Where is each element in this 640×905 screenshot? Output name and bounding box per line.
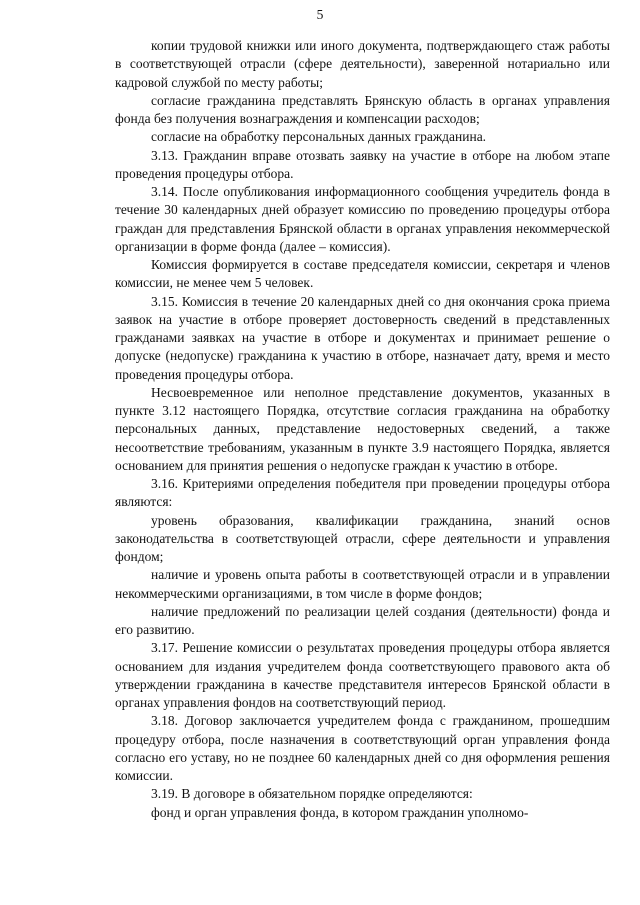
document-body xyxy=(115,37,610,822)
paragraph: уровень образования, квалификации гражданина, знаний основ законодательства в соответствующей отрасли, сфере деятельности и управления фондом; xyxy=(115,512,610,564)
paragraph: 3.13. Гражданин вправе отозвать заявку на участие в отборе на любом этапе проведения процедуры отбора. xyxy=(115,147,610,181)
paragraph: 3.19. В договоре в обязательном порядке определяются: xyxy=(151,786,473,802)
paragraph: Комиссия формируется в составе председателя комиссии, секретаря и членов комиссии, не менее чем 5 человек. xyxy=(115,257,610,291)
paragraph: наличие и уровень опыта работы в соответствующей отрасли и в управлении некоммерческими организациями, в том числе в форме фондов; xyxy=(115,567,610,601)
page-number: 5 xyxy=(316,7,324,22)
paragraph: копии трудовой книжки или иного документа, подтверждающего стаж работы в соответствующей отрасли (сфере деятельности), заверенной нотариально или кадровой службой по месту работы; xyxy=(115,38,610,90)
paragraph-last: фонд и орган управления фонда, в котором гражданин уполномо- xyxy=(151,804,529,820)
paragraph: согласие гражданина представлять Брянскую область в органах управления фонда без получения вознаграждения и компенсации расходов; xyxy=(115,92,610,126)
paragraph: 3.17. Решение комиссии о результатах проведения процедуры отбора является основанием для издания учредителем фонда соответствующего правового акта об утверждении гражданина в качестве представителя интересов Брянской области в органах управления фондов на соответствующий период. xyxy=(115,640,610,710)
paragraph: 3.14. После опубликования информационного сообщения учредитель фонда в течение 30 календарных дней образует комиссию по проведению процедуры отбора граждан для представления Брянской области в органах управления некоммерческой организации в форме фонда (далее – комиссия). xyxy=(115,184,610,254)
paragraph: 3.15. Комиссия в течение 20 календарных дней со дня окончания срока приема заявок на участие в отборе проверяет достоверность сведений в представленных гражданами заявках на участие в отборе и документах и принимает решение о допуске (недопуске) гражданина к участию в отборе, назначает дату, время и место проведения процедуры отбора. xyxy=(115,293,610,382)
paragraph: Несвоевременное или неполное представление документов, указанных в пункте 3.12 настоящего Порядка, отсутствие согласия гражданина на обработку персональных данных, представление недостоверных сведений, а также несоответствие требованиям, указанным в пункте 3.9 настоящего Порядка, является основанием для принятия решения о недопуске граждан к участию в отборе. xyxy=(115,384,610,473)
paragraph: согласие на обработку персональных данных гражданина. xyxy=(151,129,487,145)
paragraph: 3.16. Критериями определения победителя при проведении процедуры отбора являются: xyxy=(115,476,610,510)
paragraph: наличие предложений по реализации целей создания (деятельности) фонда и его развитию. xyxy=(115,603,610,637)
paragraph: 3.18. Договор заключается учредителем фонда с гражданином, прошедшим процедуру отбора, после назначения в соответствующий орган управления фонда согласно его уставу, но не позднее 60 календарных дней со дня оформления решения комиссии. xyxy=(115,713,610,783)
